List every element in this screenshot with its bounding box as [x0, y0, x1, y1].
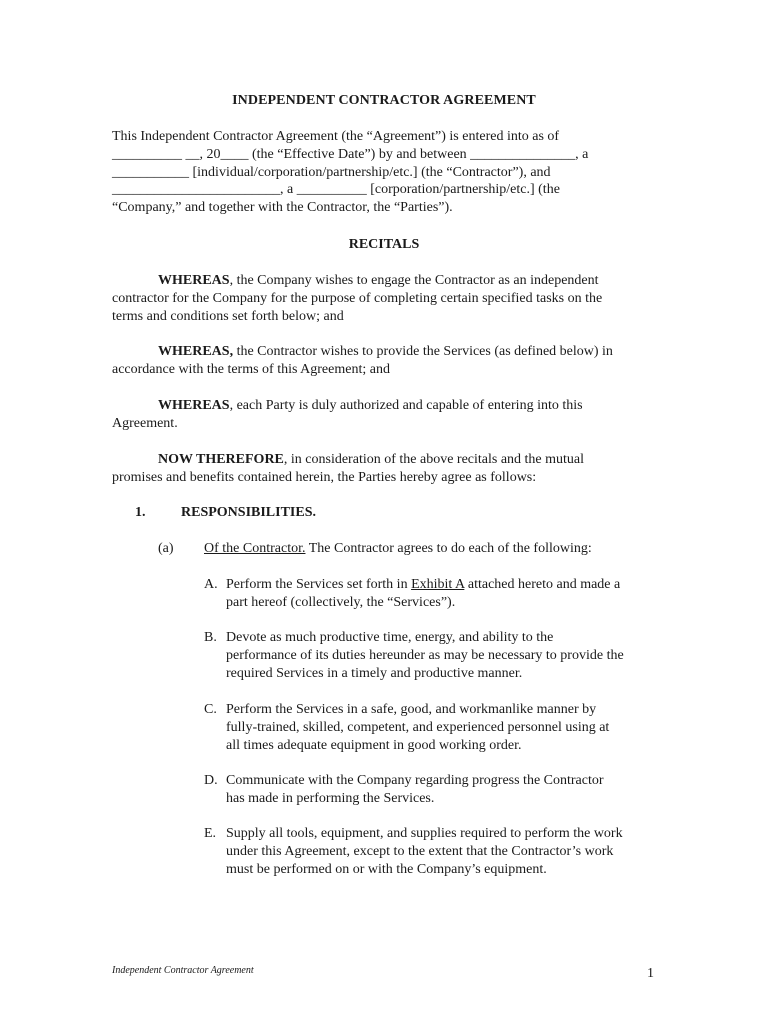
- list-item-line: Communicate with the Company regarding progress the Contractor: [226, 773, 604, 788]
- list-item-letter: C.: [204, 702, 217, 717]
- intro-line: ___________ [individual/corporation/partnership/etc.] (the “Contractor”), and: [112, 164, 551, 180]
- subsection-a: [158, 541, 592, 557]
- intro-line: “Company,” and together with the Contractor, the “Parties”).: [112, 200, 453, 216]
- list-item-letter: E.: [204, 826, 217, 841]
- intro-line: This Independent Contractor Agreement (the “Agreement”) is entered into as of: [112, 129, 560, 144]
- paragraph-line: Agreement.: [112, 415, 178, 431]
- list-item-body: [226, 629, 666, 682]
- paragraph-line: contractor for the Company for the purpose of completing certain specified tasks on the: [112, 290, 603, 306]
- paragraph-line: [112, 451, 657, 469]
- whereas-lead: WHEREAS: [158, 273, 230, 288]
- whereas-lead: WHEREAS,: [158, 344, 234, 359]
- list-item-body: [226, 701, 666, 754]
- intro-line: __________ __, 20____ (the “Effective Date”) by and between _______________, a: [112, 146, 589, 162]
- paragraph-line: [112, 343, 657, 361]
- subsection-label: (a): [158, 541, 174, 556]
- exhibit-a-reference: Exhibit A: [411, 577, 465, 592]
- footer-page-number: 1: [647, 966, 654, 981]
- section-number: 1.: [135, 505, 146, 520]
- list-item-letter: D.: [204, 773, 218, 788]
- list-item-line: required Services in a timely and productive manner.: [226, 665, 523, 681]
- paragraph-line: terms and conditions set forth below; and: [112, 308, 344, 324]
- footer-document-label: Independent Contractor Agreement: [112, 965, 254, 976]
- paragraph-text: , each Party is duly authorized and capable of entering into this: [229, 398, 583, 413]
- paragraph-text: the Contractor wishes to provide the Services (as defined below) in: [233, 344, 613, 359]
- list-item-line: [226, 576, 666, 594]
- list-item-line: fully-trained, skilled, competent, and experienced personnel using at: [226, 719, 610, 735]
- section-title: RESPONSIBILITIES.: [181, 505, 317, 520]
- subsection-text: The Contractor agrees to do each of the following:: [305, 541, 592, 556]
- list-item-body: [226, 825, 666, 878]
- intro-line: ________________________, a __________ [corporation/partnership/etc.] (the: [112, 182, 560, 198]
- whereas-paragraph-3: [112, 397, 657, 433]
- paragraph-text: , the Company wishes to engage the Contractor as an independent: [229, 273, 599, 288]
- intro-paragraph: [112, 128, 657, 217]
- paragraph-text: , in consideration of the above recitals and the mutual: [283, 452, 585, 467]
- now-therefore-paragraph: [112, 451, 657, 487]
- whereas-paragraph-1: [112, 272, 657, 325]
- list-item-line: has made in performing the Services.: [226, 790, 435, 806]
- recitals-heading: RECITALS: [348, 237, 420, 252]
- list-item-letter: B.: [204, 630, 217, 645]
- list-item-body: [226, 772, 666, 808]
- paragraph-line: promises and benefits contained herein, the Parties hereby agree as follows:: [112, 469, 537, 485]
- list-item-line: under this Agreement, except to the extent that the Contractor’s work: [226, 843, 614, 859]
- section-1-heading: [135, 505, 316, 521]
- list-item-line: Devote as much productive time, energy, and ability to the: [226, 630, 554, 645]
- list-item-body: [226, 576, 666, 612]
- paragraph-line: accordance with the terms of this Agreement; and: [112, 361, 390, 377]
- document-title: INDEPENDENT CONTRACTOR AGREEMENT: [232, 93, 536, 108]
- paragraph-line: [112, 272, 657, 290]
- now-therefore-lead: NOW THEREFORE: [158, 452, 284, 467]
- list-item-letter: A.: [204, 577, 218, 592]
- list-item-line: Supply all tools, equipment, and supplies required to perform the work: [226, 826, 623, 841]
- subsection-title: Of the Contractor.: [204, 541, 306, 556]
- list-item-text: attached hereto and made a: [464, 577, 621, 592]
- list-item-line: must be performed on or with the Company’s equipment.: [226, 861, 547, 877]
- whereas-paragraph-2: [112, 343, 657, 379]
- list-item-text: Perform the Services set forth in: [226, 577, 412, 592]
- list-item-line: all times adequate equipment in good working order.: [226, 737, 522, 753]
- list-item-line: part hereof (collectively, the “Services”).: [226, 594, 456, 610]
- paragraph-line: [112, 397, 657, 415]
- whereas-lead: WHEREAS: [158, 398, 230, 413]
- list-item-line: performance of its duties hereunder as may be necessary to provide the: [226, 647, 624, 663]
- list-item-line: Perform the Services in a safe, good, and workmanlike manner by: [226, 702, 597, 717]
